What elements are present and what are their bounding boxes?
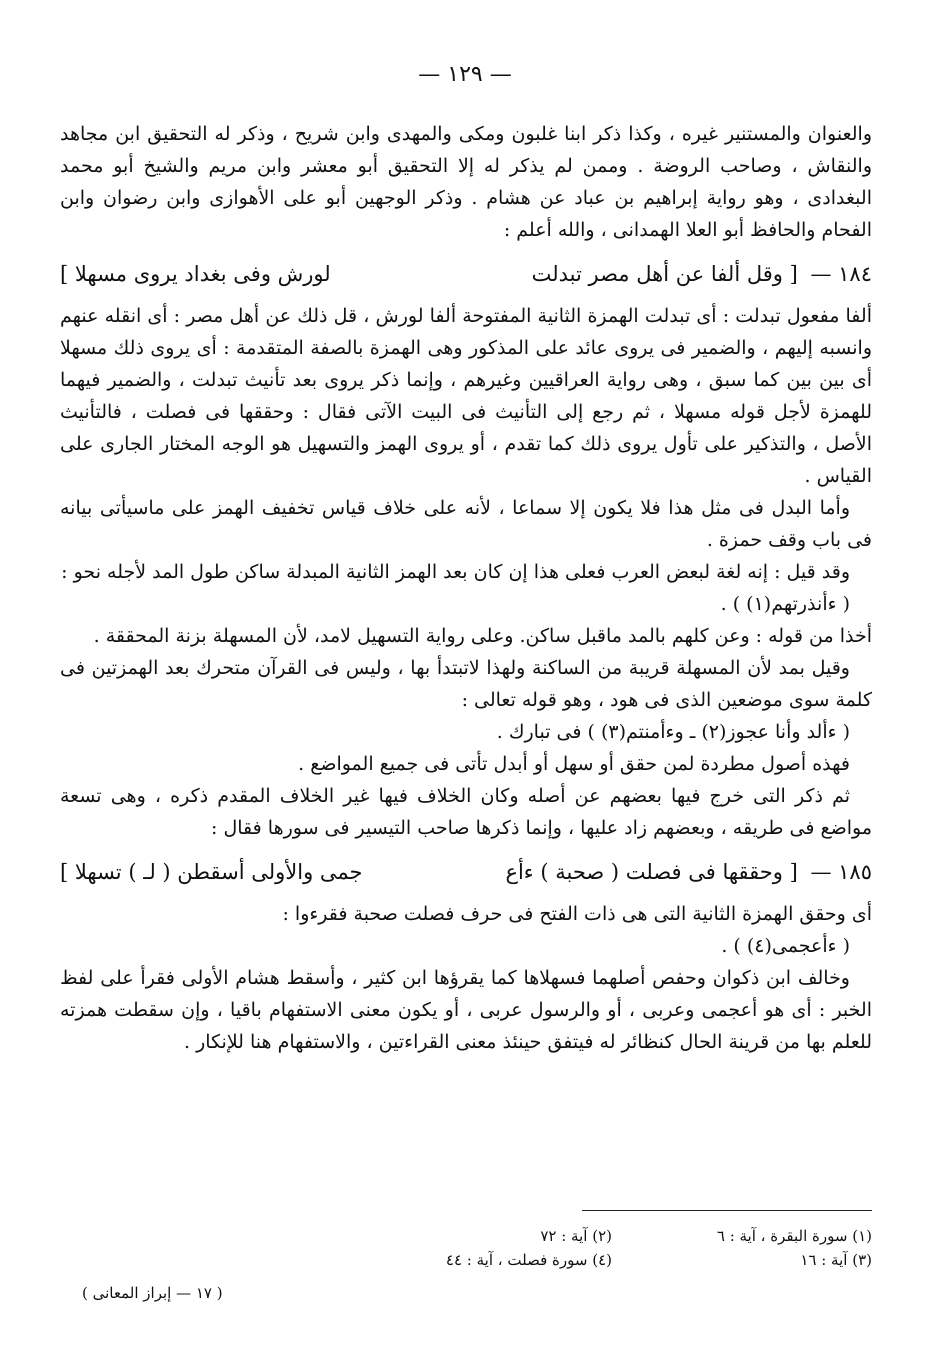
footnote: (٢) آية : ٧٢ (540, 1227, 612, 1245)
verse-second-hemistich: لورش وفى بغداد يروى مسهلا ] (60, 262, 331, 286)
quran-quote: ( ءأنذرتهم(١) ) . (720, 593, 850, 615)
verse-text: [ وحققها فى فصلت ( صحبة ) ءأع (505, 860, 798, 884)
verse-line (60, 852, 872, 892)
body-text (60, 118, 872, 1058)
verse-number: ١٨٤ — (810, 262, 872, 286)
verse-text: [ وقل ألفا عن أهل مصر تبدلت (531, 262, 798, 286)
paragraph: وقيل بمد لأن المسهلة قريبة من الساكنة ولهذا لاتبتدأ بها ، وليس فى القرآن متحرك بعد الهمزتين فى كلمة سوى موضعين الذى فى هود ، وهو قوله تعالى : (60, 657, 872, 711)
quran-quote: ( ءألد وأنا عجوز(٢) ـ وءأمنتم(٣) ) فى تبارك . (496, 721, 850, 743)
paragraph: أى وحقق الهمزة الثانية التى هى ذات الفتح فى حرف فصلت صحبة فقرءوا : (282, 903, 872, 925)
paragraph: وقد قيل : إنه لغة لبعض العرب فعلى هذا إن كان بعد الهمز الثانية المبدلة ساكن طول المد لأجله نحو : (61, 561, 850, 583)
paragraph: أخذا من قوله : وعن كلهم بالمد ماقبل ساكن. وعلى رواية التسهيل لامد، لأن المسهلة بزنة المحققة . (93, 625, 872, 647)
quran-quote: ( ءأعجمى(٤) ) . (721, 935, 850, 957)
verse-number: ١٨٥ — (810, 860, 872, 884)
verse-second-hemistich: جمى والأولى أسقطن ( لـ ) تسهلا ] (60, 860, 363, 884)
paragraph: فهذه أصول مطردة لمن حقق أو سهل أو أبدل تأتى فى جميع المواضع . (298, 753, 850, 775)
page-number: — ١٢٩ — (418, 62, 512, 87)
verse-line (60, 254, 872, 294)
paragraph: وخالف ابن ذكوان وحفص أصلهما فسهلاها كما يقرؤها ابن كثير ، وأسقط هشام الأولى فقرأ على لفظ الخبر : أى هو أعجمى وعربى ، أو والرسول عربى ، أو يكون معنى الاستفهام باقيا ، وإن سقطت همزته للعلم بها من قرينة الحال كنظائر له فيتفق حينئذ معنى القراءتين ، والاستفهام هنا للإنكار . (60, 967, 872, 1053)
signature-mark: ( ١٧ — إبراز المعانى ) (82, 1284, 223, 1302)
paragraph: ألفا مفعول تبدلت : أى تبدلت الهمزة الثانية المفتوحة ألفا لورش ، قل ذلك عن أهل مصر : أى انقله عنهم وانسبه إليهم ، والضمير فى يروى عائد على المذكور وهى الهمزة بالصفة المتقدمة : أى يروى ذلك مسهلا أى بين بين كما سبق ، وهى رواية العراقيين وغيرهم ، وإنما ذكر يروى بعد تأنيث تبدلت ، والضمير فيهما للهمزة لأجل قوله مسهلا ، ثم رجع إلى التأنيث فى البيت الآتى فقال : وحققها فى فصلت ، فالتأنيث الأصل ، والتذكير على تأول يروى ذلك كما تقدم ، أو يروى الهمز والتسهيل هو الوجه المختار الجارى على القياس . (60, 305, 872, 487)
footnotes (60, 1210, 872, 1272)
footnote: (٣) آية : ١٦ (800, 1251, 872, 1269)
footnote-row (352, 1248, 872, 1272)
paragraph: ثم ذكر التى خرج فيها بعضهم عن أصله وكان الخلاف فيها غير الخلاف المقدم ذكره ، وهى تسعة مواضع فى طريقه ، وبعضهم زاد عليها ، وإنما ذكرها صاحب التيسير فى سورها فقال : (60, 785, 872, 839)
verse-first-hemistich (532, 254, 872, 294)
footnote: (٤) سورة فصلت ، آية : ٤٤ (445, 1251, 612, 1269)
footnote: (١) سورة البقرة ، آية : ٦ (716, 1227, 872, 1245)
paragraph: والعنوان والمستنير غيره ، وكذا ذكر ابنا غلبون ومكى والمهدى وابن شريح ، وذكر له التحقيق ابن مجاهد والنقاش ، وصاحب الروضة . وممن لم يذكر له إلا التحقيق أبو معشر وابن مريم والشيخ أبو محمد البغدادى ، وهو رواية إبراهيم بن عباد عن هشام . وذكر الوجهين أبو على الأهوازى وابن رضوان وابن الفحام والحافظ أبو العلا الهمدانى ، والله أعلم : (60, 123, 872, 241)
paragraph: وأما البدل فى مثل هذا فلا يكون إلا سماعا ، لأنه على خلاف قياس تخفيف الهمز على ماسيأتى بيانه فى باب وقف حمزة . (60, 497, 872, 551)
footnote-row (352, 1224, 872, 1248)
verse-first-hemistich (505, 852, 872, 892)
